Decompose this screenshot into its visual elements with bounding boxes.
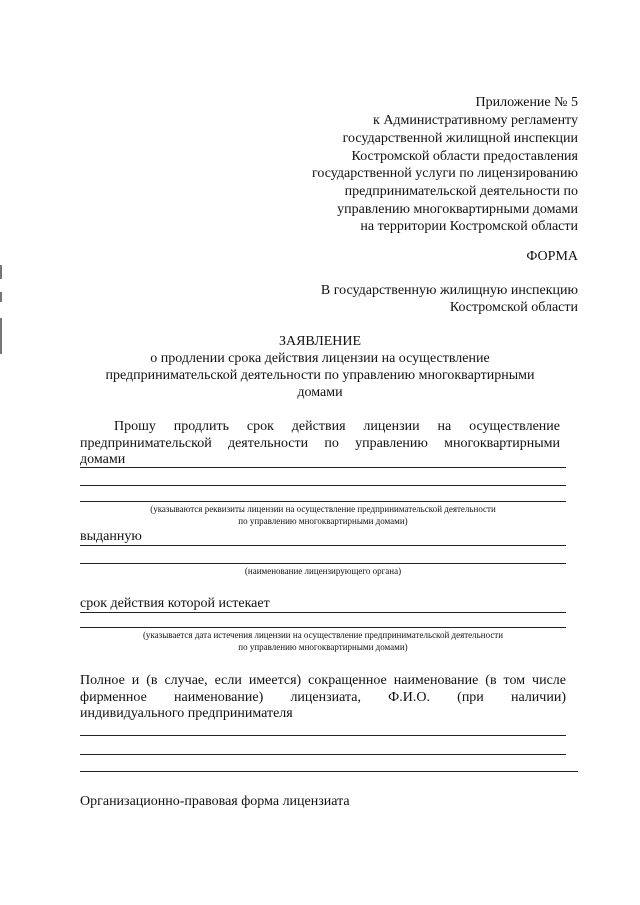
license-details-hint: (указываются реквизиты лицензии на осуществление предпринимательской деятельности (150, 504, 496, 514)
scan-margin-mark (0, 265, 2, 279)
issuing-authority-field[interactable] (80, 545, 566, 546)
appendix-line: Костромской области предоставления (351, 149, 578, 164)
document-subtitle: домами (297, 385, 343, 400)
addressee-line: Костромской области (449, 300, 578, 315)
appendix-line: к Административному регламенту (373, 113, 578, 128)
license-details-field[interactable] (80, 501, 566, 502)
issuing-authority-hint: (наименование лицензирующего органа) (244, 566, 402, 576)
licensee-name-text: индивидуального предпринимателя (80, 706, 293, 721)
document-title: ЗАЯВЛЕНИЕ (278, 334, 362, 349)
document-subtitle: о продлении срока действия лицензии на осуществление (150, 351, 490, 366)
expiry-date-hint: по управлению многоквартирными домами) (238, 642, 408, 652)
licensee-name-field[interactable] (80, 771, 578, 772)
appendix-line: государственной услуги по лицензированию (312, 166, 578, 181)
license-details-field[interactable] (80, 467, 566, 468)
issued-label: выданную (80, 529, 142, 544)
licensee-name-field[interactable] (80, 754, 566, 755)
appendix-line: государственной жилищной инспекции (342, 131, 578, 146)
appendix-line: управлению многоквартирными домами (337, 202, 578, 217)
expiry-label: срок действия которой истекает (80, 596, 270, 611)
form-label: ФОРМА (526, 249, 578, 264)
request-text: домами (80, 452, 126, 467)
appendix-line: предпринимательской деятельности по (344, 184, 578, 199)
expiry-date-field[interactable] (80, 612, 566, 613)
scan-margin-mark (0, 292, 2, 302)
org-form-label: Организационно-правовая форма лицензиата (80, 794, 350, 809)
licensee-name-text: фирменное наименование) лицензиата, Ф.И.О. (при наличии) (80, 690, 566, 705)
expiry-date-hint: (указывается дата истечения лицензии на осуществление предпринимательской деятельности (142, 630, 504, 640)
appendix-number: Приложение № 5 (475, 95, 578, 110)
request-text: предпринимательской деятельности по управлению многоквартирными (80, 436, 560, 451)
expiry-date-field[interactable] (80, 627, 566, 628)
document-subtitle: предпринимательской деятельности по управлению многоквартирными (105, 368, 535, 383)
issuing-authority-field[interactable] (80, 563, 566, 564)
appendix-line: на территории Костромской области (360, 219, 578, 234)
license-details-field[interactable] (80, 485, 566, 486)
licensee-name-field[interactable] (80, 735, 566, 736)
request-text: Прошу продлить срок действия лицензии на осуществление (114, 419, 560, 434)
license-details-hint: по управлению многоквартирными домами) (238, 516, 408, 526)
licensee-name-text: Полное и (в случае, если имеется) сокращенное наименование (в том числе (80, 673, 566, 688)
addressee-line: В государственную жилищную инспекцию (320, 283, 578, 298)
